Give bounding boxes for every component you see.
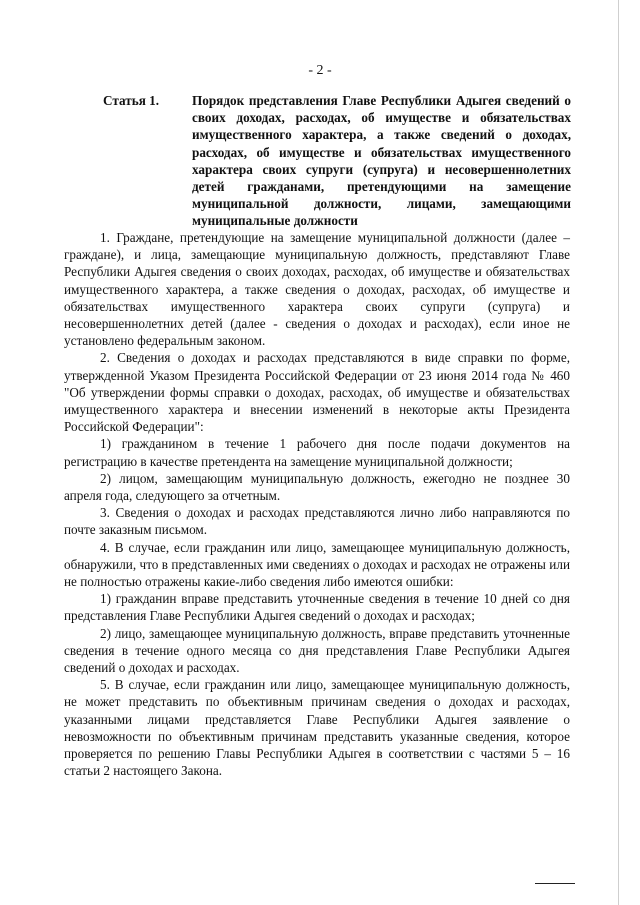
article-body <box>64 229 570 780</box>
paragraph-5: 5. В случае, если гражданин или лицо, замещающее муниципальную должность, не может представить по объективным причинам сведения о доходах и расходах, указанными лицами представляется Главе Республики Адыгея заявление о невозможности по объективным причинам представить указанные сведения, которое проверяется по решению Главы Республики Адыгея в соответствии с частями 5 – 16 статьи 2 настоящего Закона. <box>64 677 570 779</box>
paragraph-2-item-2: 2) лицом, замещающим муниципальную должность, ежегодно не позднее 30 апреля года, следующего за отчетным. <box>64 470 570 504</box>
scan-mark <box>535 883 575 884</box>
paragraph-4: 4. В случае, если гражданин или лицо, замещающее муниципальную должность, обнаружили, что в представленных ими сведениях о доходах и расходах не отражены или не полностью отражены какие-либо сведения либо имеются ошибки: <box>64 539 570 590</box>
paragraph-1: 1. Граждане, претендующие на замещение муниципальной должности (далее – граждане), и лица, замещающие муниципальную должность, представляют Главе Республики Адыгея сведения о своих доходах, расходах, об имуществе и обязательствах имущественного характера, а также сведения о доходах, расходах, об имуществе и обязательствах имущественного характера своих супруги (супруга) и несовершеннолетних детей (далее - сведения о доходах и расходах), если иное не установлено федеральным законом. <box>64 230 570 349</box>
paragraph-2-item-1: 1) гражданином в течение 1 рабочего дня после подачи документов на регистрацию в качестве претендента на замещение муниципальной должности; <box>64 436 570 469</box>
paragraph-4-item-2: 2) лицо, замещающее муниципальную должность, вправе представить уточненные сведения в течение одного месяца со дня представления Главе Республики Адыгея сведений о доходах и расходах. <box>64 625 570 676</box>
article-title: Порядок представления Главе Республики Адыгея сведений о своих доходах, расходах, об имуществе и обязательствах имущественного характера, а также сведений о доходах, расходах, об имуществе и обязательствах имущественного характера своих супруги (супруга) и несовершеннолетних детей гражданами, претендующими на замещение муниципальной должности, лицами, замещающими муниципальные должности <box>192 93 571 229</box>
paragraph-3: 3. Сведения о доходах и расходах представляются лично либо направляются по почте заказным письмом. <box>64 505 570 538</box>
page-number: - 2 - <box>308 63 332 78</box>
paragraph-4-item-1: 1) гражданин вправе представить уточненные сведения в течение 10 дней со дня представления Главе Республики Адыгея сведений о доходах и расходах; <box>64 591 570 624</box>
paragraph-2: 2. Сведения о доходах и расходах представляются в виде справки по форме, утвержденной Указом Президента Российской Федерации от 23 июня 2014 года № 460 "Об утверждении формы справки о доходах, расходах, об имуществе и обязательствах имущественного характера и внесении изменений в некоторые акты Президента Российской Федерации": <box>64 350 570 435</box>
scan-edge-line <box>618 0 619 905</box>
article-label: Статья 1. <box>103 93 160 108</box>
